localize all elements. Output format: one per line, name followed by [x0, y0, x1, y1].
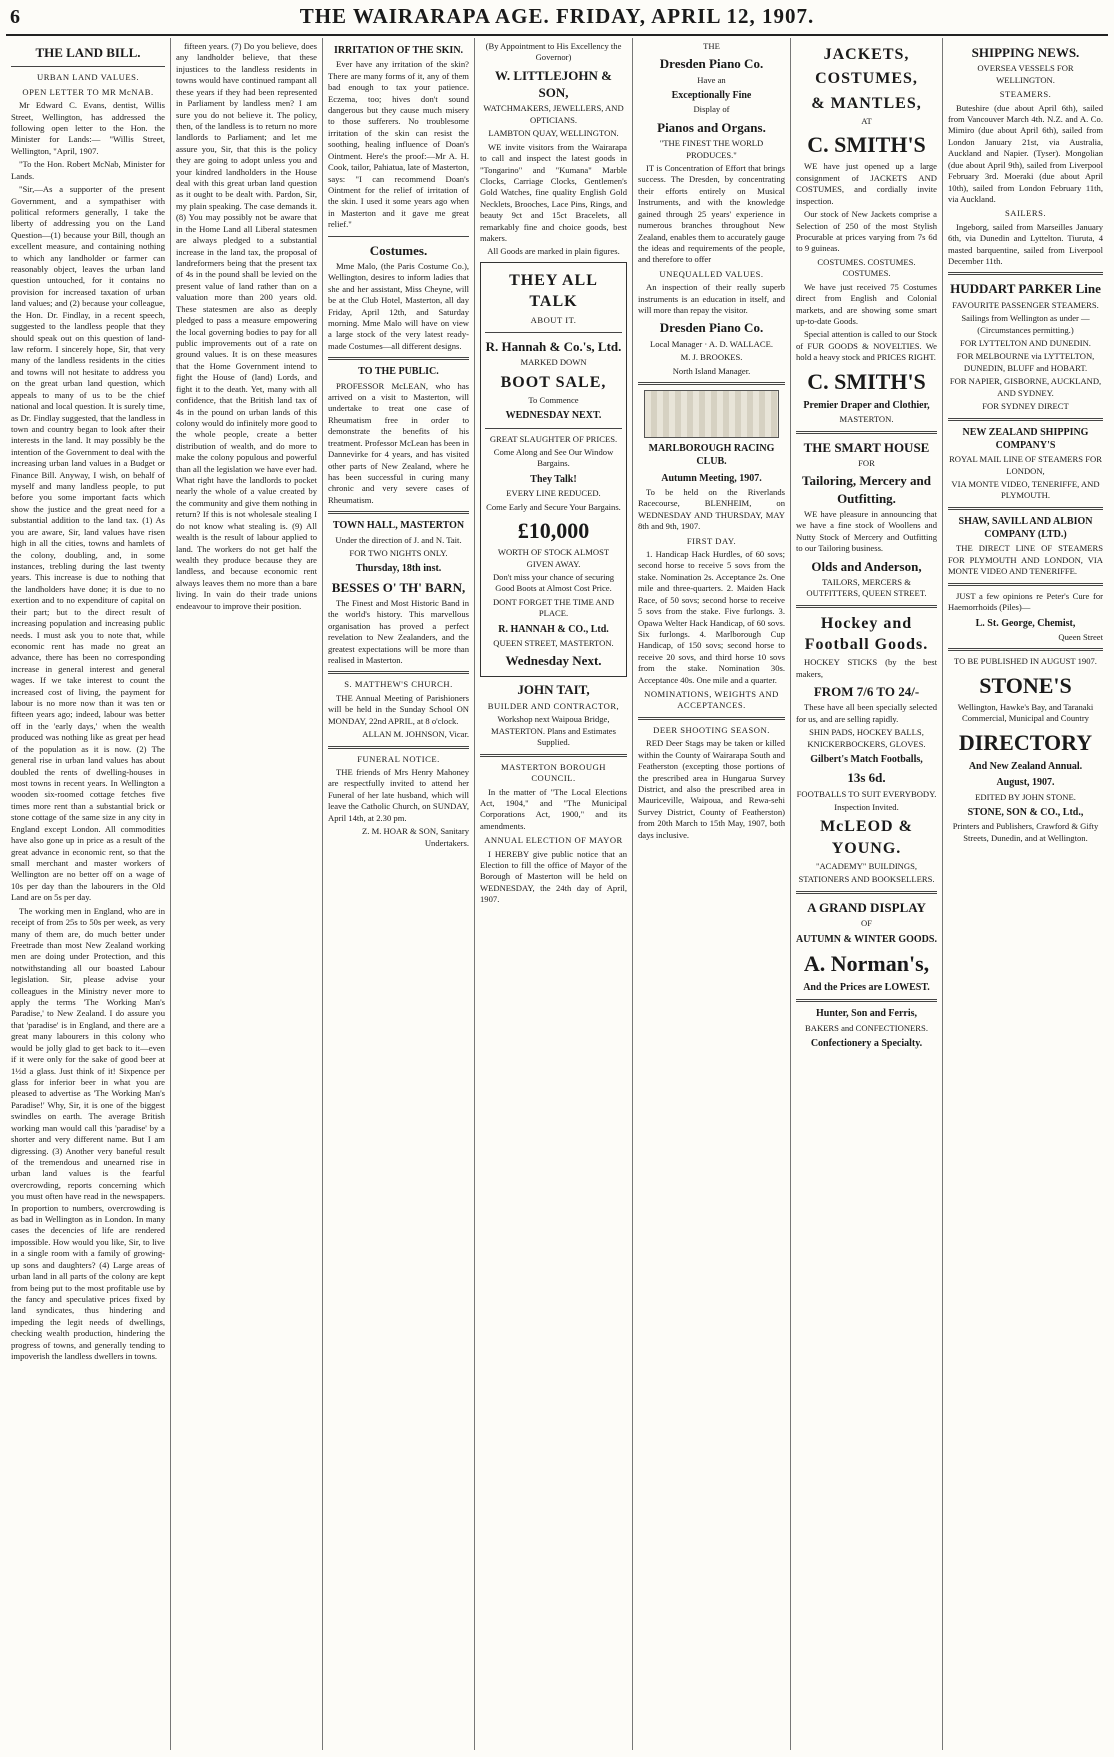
prices-lowest: And the Prices are LOWEST. — [803, 982, 930, 994]
premier-draper: Premier Draper and Clothier, — [803, 399, 930, 411]
peter-cure: JUST a few opinions re Peter's Cure for Haemorrhoids (Piles)— — [948, 590, 1103, 613]
inspection-invited: Inspection Invited. — [834, 802, 899, 813]
urban-heading: URBAN LAND VALUES. — [36, 72, 140, 83]
townhall-date: Thursday, 18th inst. — [355, 563, 442, 575]
august-heading: August, 1907. — [996, 777, 1055, 789]
queen-street: Queen Street — [1058, 631, 1103, 642]
tait-sub: BUILDER AND CONTRACTOR, — [487, 701, 620, 711]
jackets-heading: JACKETS, — [823, 46, 910, 63]
column-1 — [6, 38, 171, 1750]
worth: WORTH OF STOCK ALMOST GIVEN AWAY. — [497, 547, 610, 569]
brookes: M. J. BROOKES. — [680, 352, 743, 363]
hannah-sub: MARKED DOWN — [520, 357, 587, 368]
funeral-sign: Z. M. HOAR & SON, Sanitary Undertakers. — [362, 826, 469, 848]
dresden-text: IT is Concentration of Effort that brings success. The Dresden, by concentrating their efforts entirely on Musical Instruments, and with the knowledge gained through 25 years' experience in numerous branches throughout New Zealand, enables them to accurately gauge the ideas and requirements of the people, and therefore to offer — [638, 162, 785, 265]
races-list: 1. Handicap Hack Hurdles, of 60 sovs; second horse to receive 5 sovs from the stake. Nomination 2s. Acceptance 2s. One mile and three-quarters. 2. Maiden Hack Race, of 50 sovs; second horse to receive 5 sovs from the stake. Five furlongs. 3. Opawa Welter Hack Handicap, of 60 sovs. Six furlongs. 4. Marlborough Cup Handicap, of 150 sovs; second horse to receive 20 sovs, and third horse 10 sovs from the stake. Nomination 30s. Acceptance 40s. One mile and a quarter. — [638, 549, 785, 685]
littlejohn-heading: W. LITTLEJOHN & SON, — [495, 67, 612, 101]
hannah-advert — [480, 262, 627, 677]
borough-heading: MASTERTON BOROUGH COUNCIL. — [501, 761, 606, 784]
overseas-heading: OVERSEA VESSELS FOR WELLINGTON. — [977, 63, 1074, 85]
huddart-sub: FAVOURITE PASSENGER STEAMERS. — [952, 299, 1099, 310]
smith-heading: C. SMITH'S — [807, 132, 926, 158]
newspaper-title: THE WAIRARAPA AGE. FRIDAY, APRIL 12, 1907. — [299, 4, 815, 28]
north-island-manager: North Island Manager. — [672, 365, 751, 376]
melbourne-route: FOR MELBOURNE via LYTTELTON, DUNEDIN, BLUFF and HOBART. — [956, 351, 1095, 373]
funeral-text: THE friends of Mrs Henry Mahoney are respectfully invited to attend her Funeral of her late husband, which will leave the Catholic Church, on SUNDAY, April 14th, at 2.30 pm. — [328, 767, 469, 823]
hockey-heading: Hockey and Football Goods. — [804, 614, 929, 653]
dresden-have: Have an — [697, 74, 726, 85]
hunter-heading: Hunter, Son and Ferris, — [815, 1008, 918, 1020]
come-along: Come Along and See Our Window Bargains. — [493, 446, 614, 469]
nz-shipping-heading: NEW ZEALAND SHIPPING COMPANY'S — [962, 426, 1089, 451]
masthead-rule — [6, 34, 1108, 36]
letter-title: OPEN LETTER TO MR McNAB. — [22, 86, 154, 97]
royal-mail: ROYAL MAIL LINE OF STEAMERS FOR LONDON, — [949, 454, 1102, 476]
huddart-text: Sailings from Wellington as under —(Circumstances permitting.) — [961, 313, 1090, 335]
finest-world: "THE FINEST THE WORLD PRODUCES." — [659, 138, 764, 160]
irritation-heading: IRRITATION OF THE SKIN. — [333, 45, 464, 56]
dont-forget: DONT FORGET THE TIME AND PLACE. — [492, 596, 615, 619]
sydney-route: FOR SYDNEY DIRECT — [982, 401, 1069, 412]
shin-pads: SHIN PADS, HOCKEY BALLS, KNICKERBOCKERS, GLOVES. — [807, 727, 926, 749]
of-word: OF — [861, 918, 872, 929]
steamers-text: Buteshire (due about April 6th), sailed from Vancouver March 4th. N.Z. and A. Co. Mimiro (due about April 6th), sailed from London January 21st, via Australia, Auckland and Napier. (Tyser). Mongolian (due about April 9th), sailed from Liverpool February 3rd. Moeraki (due about April 10th), sailed from London February 11th, via Auckland. — [948, 102, 1103, 204]
article-paragraph: Mr Edward C. Evans, dentist, Willis Street, Wellington, has addressed the following open letter to the Hon. the Minister for Lands:— "Willis Street, Wellington, "April, 1907. — [11, 100, 165, 156]
every-line: EVERY LINE REDUCED. — [506, 488, 601, 499]
racing-sub: Autumn Meeting, 1907. — [661, 472, 762, 484]
gilbert-heading: Gilbert's Match Footballs, — [810, 754, 923, 766]
wed-next: Wednesday Next. — [505, 653, 602, 669]
costumes-line: COSTUMES. COSTUMES. COSTUMES. — [817, 256, 916, 279]
littlejohn-sub: WATCHMAKERS, JEWELLERS, AND OPTICIANS. — [483, 103, 624, 125]
deer-heading: DEER SHOOTING SEASON. — [653, 724, 770, 735]
borough-text: In the matter of "The Local Elections Act, 1904," and "The Municipal Corporations Act, 1900," and its amendments. — [480, 786, 627, 831]
huddart-heading: HUDDART PARKER Line — [950, 281, 1101, 297]
grand-display: A GRAND DISPLAY — [807, 899, 926, 915]
bakers: BAKERS and CONFECTIONERS. — [805, 1022, 928, 1033]
first-day: FIRST DAY. — [686, 535, 737, 546]
racing-heading: MARLBOROUGH RACING CLUB. — [648, 443, 775, 468]
stones-heading: STONE'S — [979, 672, 1072, 698]
littlejohn-text: WE invite visitors from the Wairarapa to call and inspect the latest goods in "Tongarino" and "Kumana" Marble Clocks, Carriage Clocks, Gentlemen's Gold Watches, fine quality English Gold Necklets, Brooches, Lace Pins, Rings, and beauty 9ct and 15ct Bracelets, all remarkably fine and choice goods, best makers. — [480, 141, 627, 244]
wednesday: WEDNESDAY NEXT. — [505, 410, 602, 422]
church-heading: S. MATTHEW'S CHURCH. — [344, 679, 453, 690]
sailers-text: Ingeborg, sailed from Marseilles January 6th, via Dunedin and Lyttelton. Tiuruta, 4 masted barquentine, sailed from Liverpool December 11th. — [948, 221, 1103, 267]
mayor-heading: ANNUAL ELECTION OF MAYOR — [484, 835, 623, 846]
article-paragraph: The working men in England, who are in receipt of from 25s to 50s per week, as very many of them are, do much better under Freetrade than most New Zealand working men are doing under Protection, and this notwithstanding all our boasted Labour legislation. Sir, please advise your colleagues in the Ministry never more to apply the terms 'The Working Man's Paradise,' to New Zealand. I do assure you that 'paradise' is in England, and there are a great many labourers in this colony who would be jolly glad to get back to it—even if it were only for the sake of good beer at 1½d a glass. Just think of it! Sixpence per glass for inferior beer in what you are pleased to advertise as 'The Working Man's Paradise!' Why, Sir, it is one of the biggest swindles on earth. The average British working man would call this 'paradise' by a shorter and very different name. But I am digressing. (3) Another very baneful result of the tremendous and unearned rise in urban land values is the fearful overcrowding, reports concerning which you must often have read in the newspapers. In proportion to numbers, overcrowding is as bad in Wellington as in London. In many cases the decencies of life are rendered impossible. How would you like, Sir, to live in a single room with a family of growing-up sons and daughters? (4) Large areas of urban land in all parts of the colony are kept from being put to the most profitable use by the fancy and speculative prices fixed by land syndicates, thus hindering and impeding the legit needs of dwellings, checking wealth production, hindering the progress of towns, and generally tending to impoverish the landless dwellers in towns. — [11, 905, 165, 1362]
shaw-text: THE DIRECT LINE OF STEAMERS FOR PLYMOUTH AND LONDON, VIA MONTE VIDEO AND TENERIFFE. — [948, 543, 1103, 577]
slaughter: GREAT SLAUGHTER OF PRICES. — [489, 433, 618, 444]
smith-heading-2: C. SMITH'S — [807, 368, 926, 394]
column-6 — [791, 38, 943, 1750]
st-george: L. St. George, Chemist, — [975, 617, 1076, 629]
stationers: STATIONERS AND BOOKSELLERS. — [798, 874, 935, 885]
special-text: Special attention is called to our Stock of FUR GOODS & NOVELTIES. We hold a heavy stock and PRICES RIGHT. — [796, 329, 937, 363]
littlejohn-text2: All Goods are marked in plain figures. — [487, 246, 620, 257]
costumes-heading: Costumes. — [369, 242, 428, 258]
page-columns — [6, 38, 1108, 1750]
column-3 — [323, 38, 475, 1750]
townhall-sub: Under the direction of J. and N. Tait. — [335, 534, 462, 545]
hockey-text-2: These have all been specially selected for us, and are selling rapidly. — [796, 702, 937, 724]
church-sign: ALLAN M. JOHNSON, Vicar. — [362, 729, 469, 740]
talk-heading: THEY ALL TALK — [509, 271, 598, 311]
column-4 — [475, 38, 633, 1750]
footballs-line: FOOTBALLS TO SUIT EVERYBODY. — [796, 788, 937, 799]
column-7 — [943, 38, 1108, 1750]
shaw-heading: SHAW, SAVILL AND ALBION COMPANY (LTD.) — [958, 515, 1093, 541]
hockey-price: FROM 7/6 TO 24/- — [813, 684, 920, 700]
tait-heading: JOHN TAIT, — [517, 681, 590, 697]
pianos-organs: Pianos and Organs. — [657, 119, 766, 135]
gisborne-route: FOR NAPIER, GISBORNE, AUCKLAND, AND SYDNEY. — [949, 376, 1102, 398]
olds-sub: TAILORS, MERCERS & OUTFITTERS, QUEEN STREET. — [806, 576, 927, 599]
local-manager: Local Manager · A. D. WALLACE. — [650, 338, 773, 349]
dont-miss: Don't miss your chance of securing Good Boots at Almost Cost Price. — [492, 572, 615, 594]
hannah-name: R. Hannah & Co.'s, Ltd. — [485, 338, 622, 354]
confectionery: Confectionery a Specialty. — [810, 1038, 923, 1050]
dresden-exceptional: Exceptionally Fine — [671, 90, 752, 102]
racing-horses-illustration — [644, 390, 779, 438]
mayor-text: I HEREBY give public notice that an Election to fill the office of Mayor of the Borough of Masterton will be held on WEDNESDAY, the 24th day of April, 1907. — [480, 848, 627, 905]
commence: To Commence — [528, 394, 579, 405]
costumes-text: Mme Malo, (the Paris Costume Co.), Wellington, desires to inform ladies that she and her assistant, Miss Cheyne, will be at the Club Hotel, Masterton, all day Friday, April 12th, and Saturday morning. Mme Malo will have on view a large stock of the very latest ready-made Costumes—all different designs. — [328, 260, 469, 351]
public-heading: TO THE PUBLIC. — [358, 366, 439, 378]
smith-text: WE have just opened up a large consignment of JACKETS AND COSTUMES, and cordially invite inspection. — [796, 161, 937, 206]
mcleod-heading: McLEOD & YOUNG. — [820, 818, 913, 857]
olds-heading: Olds and Anderson, — [811, 558, 922, 574]
tait-text: Workshop next Waipoua Bridge, MASTERTON. Plans and Estimates Supplied. — [491, 714, 616, 748]
irritation-text: Ever have any irritation of the skin? There are many forms of it, any of them bad enough to tax your patience. Eczema, too; hives don't sound dangerous but they cause much misery to those sufferers. No troublesome irritation of the skin can resist the soothing, healing influence of Doan's Ointment. Here's the proof:—Mr A. H. Cook, tailor, Pahiatua, late of Masterton, says: "I can recommend Doan's Ointment for the relief of irritation of the skin. I used it some years ago when in Masterton and it gave me great relief." — [328, 59, 469, 230]
hannah-address: QUEEN STREET, MASTERTON. — [493, 638, 614, 649]
via-route: VIA MONTE VIDEO, TENERIFFE, AND PLYMOUTH. — [951, 478, 1100, 501]
directory-heading: DIRECTORY — [958, 729, 1093, 755]
article-paragraph: "Sir,—As a supporter of the present Government, and a sympathiser with political reformers generally, I take the liberty of addressing you on the Land Question—(1) because your Bill, though an excellent measure, and containing nothing to which any landholder or farmer can reasonably object, leaves the urban land question untouched, for it contains no provision for increased taxation of urban land values; and (2) because your colleague, the Hon. Dr. Findlay, in a recent speech, suggested to the landless people that they should speak out on this question of land-law reform. I sincerely hope, Sir, that very many of the landless residents in the cities and towns will not hesitate to address you on the great urban land question, which appeals to many of us to be the chief national and local question. It is surely time, as Dr. Findlay suggested, that the landless in town and country began to look after their interests in the land. It may possibly be the intention of the Government to deal with the increasing urban land values in a Budget or Finance Bill. Anyway, I wish, on behalf of myself and many landless people, to put before you some important facts which show the justice and the great need for a substantial addition to the land tax. (1) As you are aware, Sir, land values have risen high in all the cities, towns and hamlets of the colony, doubling, and, in some instances, trebling during the last twenty years. This increase is due to nothing that the landholders have done; it is due to no exertion and to no expenditure of capital on their part; but to the direct result of increasing population and increasing public needs. I must ask you to note that, while economic rent has made no great an advance, there has been no corresponding increase in general interest and general wages. If we take interest to count the increased cost of living, the payment for labour is no more now than it was ten or fifteen years ago; indeed, labour was better off in the 'early days,' when the wealth produced was nothing like as great per head of the population as it is now. (2) The general rise in urban land values has about doubled the rents of dwelling-houses in most towns in recent years. In Wellington a wooden six-roomed cottage fetches five times more rent than a substantial brick or stone cottage of the same size in any city in England except London. All commodities have also gone up in price as a result of the great advance in economic rent, so that the small merchant and master workers of Wellington are no better off on a wage of 10s per day than the labourers in the Old Land are on 5s per day. — [11, 184, 165, 903]
sailers-heading: SAILERS. — [1004, 208, 1046, 219]
come-early: Come Early and Secure Your Bargains. — [486, 501, 621, 512]
at-word: AT — [861, 115, 872, 126]
article-paragraph: "To the Hon. Robert McNab, Minister for Lands. — [11, 159, 165, 181]
to-be-published: TO BE PUBLISHED IN AUGUST 1907. — [954, 656, 1097, 667]
mcleod-sub: "ACADEMY" BUILDINGS, — [815, 860, 918, 871]
deer-text: RED Deer Stags may be taken or killed within the County of Wairarapa South and Featherston (excepting those portions of the prescribed area in Hungarua Survey District, and also the prescribed area in Mauriceville, Waipoua, and Rewa-sehi Survey District, County of Featherston) from 20th March to 15th May, 1907, both days inclusive. — [638, 738, 785, 840]
townhall-heading: TOWN HALL, MASTERTON — [332, 520, 465, 532]
edited-by: EDITED BY JOHN STONE. — [975, 791, 1076, 802]
talk-sub: ABOUT IT. — [530, 315, 577, 326]
page-number: 6 — [10, 6, 20, 28]
autumn-goods: AUTUMN & WINTER GOODS. — [796, 933, 937, 945]
nominations-heading: NOMINATIONS, WEIGHTS AND ACCEPTANCES. — [644, 689, 779, 711]
stone-son: STONE, SON & CO., Ltd., — [967, 807, 1084, 819]
tailoring-heading: Tailoring, Mercery and Outfitting. — [802, 473, 931, 506]
townhall-show: BESSES O' TH' BARN, — [331, 579, 466, 595]
masthead — [0, 0, 1114, 36]
littlejohn-address: LAMBTON QUAY, WELLINGTON. — [488, 128, 619, 139]
smith-text-3: We have just received 75 Costumes direct from English and Colonial markets, and are showing some smart up-to-date Goods. — [796, 281, 937, 326]
costumes-heading-2: COSTUMES, — [815, 70, 918, 88]
townhall-nights: FOR TWO NIGHTS ONLY. — [349, 547, 448, 558]
tailoring-text: WE have pleasure in announcing that we have a fine stock of Woollens and Nutty Stock of Mercery and Outfitting to our Tailoring business. — [796, 508, 937, 554]
gilbert-price: 13s 6d. — [847, 770, 886, 786]
lyttelton-route: FOR LYTTELTON AND DUNEDIN. — [960, 338, 1091, 348]
they-talk: They Talk! — [530, 473, 577, 485]
dresden-the: THE — [703, 41, 720, 51]
appointment-line: (By Appointment to His Excellency the Governor) — [485, 41, 622, 63]
hockey-text: HOCKEY STICKS (by the best makers, — [796, 657, 937, 679]
column-5 — [633, 38, 791, 1750]
column-2 — [171, 38, 323, 1750]
norman-heading: A. Norman's, — [803, 950, 930, 976]
hannah-name-2: R. HANNAH & CO., Ltd. — [498, 623, 609, 635]
stones-text: Wellington, Hawke's Bay, and Taranaki Commercial, Municipal and Country — [957, 701, 1094, 724]
dresden-display: Display of — [693, 104, 730, 115]
printers: Printers and Publishers, Crawford & Gifty Streets, Dunedin, and at Wellington. — [952, 821, 1099, 843]
dresden-heading-2: Dresden Piano Co. — [659, 320, 764, 336]
mantles-heading: & MANTLES, — [811, 94, 922, 112]
funeral-heading: FUNERAL NOTICE. — [357, 753, 440, 764]
dresden-heading: Dresden Piano Co. — [659, 56, 764, 72]
public-text: PROFESSOR McLEAN, who has arrived on a visit to Masterton, will undertake to treat one case of Rheumatism free in order to demonstrate the benefits of his treatment. Professor McLean has been in Dannevirke for 4 years, and has visited other parts of New Zealand, where he has been successful in curing many chronic and very severe cases of Rheumatism. — [328, 380, 469, 505]
shipping-heading: SHIPPING NEWS. — [971, 45, 1080, 60]
townhall-text: The Finest and Most Historic Band in the world's history. This marvellous organisation has proved a perfect revelation to New Zealanders, and the greatest expectations will be more than realised in Masterton. — [328, 597, 469, 666]
church-text: THE Annual Meeting of Parishioners will be held in the Sunday School ON MONDAY, 22nd APRIL, at 8 o'clock. — [328, 692, 469, 726]
unequalled: UNEQUALLED VALUES. — [659, 268, 764, 279]
smith-text-2: Our stock of New Jackets comprise a Selection of 250 of the most Stylish Procurable at prices varying from 7s 6d to 9 guineas. — [796, 209, 937, 254]
steamers-heading: STEAMERS. — [999, 89, 1052, 100]
smith-masterton: MASTERTON. — [839, 414, 894, 425]
land-bill-heading: THE LAND BILL. — [35, 45, 141, 60]
inspection-text: An inspection of their really superb instruments is an education in itself, and will more than repay the visitor. — [638, 282, 785, 316]
boot-sale: BOOT SALE, — [500, 373, 607, 391]
article-paragraph: fifteen years. (7) Do you believe, does any landholder believe, that these injustices to the landless residents in towns would have continued rampant all these years if they had been represented in Parliament by landless men? I am sure you do not believe it. The policy, then, of the landless is to return no more landlords to Parliament; and let me assure you, Sir, that this is the policy they are going to adopt unless you and your kindred landholders in the House deal with this great urban land question as it ought to be dealt with. Pardon, Sir, my plain speaking. The case demands it. (8) You may possibly not be aware that in the Home Land all Liberal statesmen are always pledged to a substantial increase in the land tax, the proposal of landreformers being that the present tax of 4s in the pound shall be levied on the present value of land rather than on a valuation more than 200 years old. These statesmen are also as deeply pledged to pass a measure empowering the local governing bodies to pay for all public improvements out of a rate on ground values. It is on these measures that the Home Government intend to fight the House of (land) Lords, and fight it to the death. Yet, many with all confidence, that the British land tax of 4s in the pound on urban lands of this colony would do infinitely more good to the whole people, create a better distribution of wealth, and do more to make the colony populous and powerful than all the legislation we have ever had. What right have the landlords to pocket nearly the whole of a value created by the community and give them nothing in return? If this is not wholesale stealing I do not know what stealing is. (9) All wealth is the result of labour applied to land. The workers do not get half the wealth they produce because they are landless, and because economic rent always leaves them no more than a bare living. In vain do their trade unions endeavour to improve their position. — [176, 41, 317, 611]
amount: £10,000 — [517, 517, 590, 543]
smart-house: THE SMART HOUSE — [803, 439, 930, 455]
for-word: FOR — [858, 457, 875, 468]
racing-text: To be held on the Riverlands Racecourse, BLENHEIM, on WEDNESDAY AND THURSDAY, MAY 8th and 9th, 1907. — [638, 486, 785, 532]
annual-heading: And New Zealand Annual. — [968, 761, 1083, 772]
